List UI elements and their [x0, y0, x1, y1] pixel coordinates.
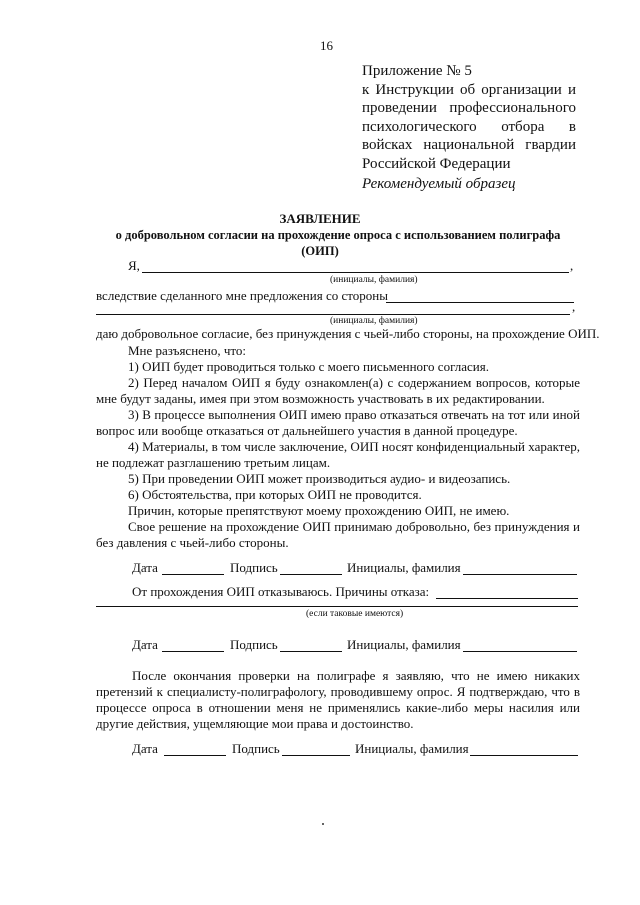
appendix-line: проведении профессионального: [362, 100, 576, 116]
no-reasons-text: Причин, которые препятствуют моему прохождению ОИП, не имею.: [128, 503, 510, 518]
i-prefix: Я,: [128, 258, 140, 273]
document-subtitle-abbr: (ОИП): [301, 244, 339, 258]
if-any-hint: (если таковые имеются): [306, 609, 404, 619]
date-field-line[interactable]: [162, 560, 224, 575]
explanation-item-2: 2) Перед началом ОИП я буду ознакомлен(а) с содержанием вопросов, которые мне будут заданы, имея при этом возможность участвовать в их редактировании.: [96, 375, 580, 406]
name-label: Инициалы, фамилия: [347, 560, 461, 575]
date-field-line[interactable]: [162, 637, 224, 652]
name-label: Инициалы, фамилия: [347, 637, 461, 652]
signature-label: Подпись: [230, 637, 278, 652]
date-label: Дата: [132, 741, 158, 756]
name-signature-field-line[interactable]: [463, 560, 577, 575]
voluntary-decision-text: Свое решение на прохождение ОИП принимаю добровольно, без принуждения и без давления с чьей-либо стороны.: [96, 519, 580, 550]
refusal-reason-field-line-2[interactable]: [96, 592, 578, 607]
signature-label: Подпись: [230, 560, 278, 575]
appendix-title: Приложение № 5: [362, 63, 472, 79]
consent-text: даю добровольное согласие, без принуждения с чьей-либо стороны, на прохождение ОИП.: [96, 326, 600, 341]
page-number: 16: [320, 38, 333, 53]
explanation-item-6: 6) Обстоятельства, при которых ОИП не проводится.: [128, 487, 422, 502]
name-signature-field-line[interactable]: [463, 637, 577, 652]
name-signature-field-line[interactable]: [470, 741, 578, 756]
final-statement: После окончания проверки на полиграфе я заявляю, что не имею никаких претензий к специалисту-полиграфологу, проводившему опрос. Я подтверждаю, что в процессе опроса в отношении меня не применялись какие-либо меры насилия или другие действия, ущемляющие мои права и достоинство.: [96, 668, 580, 731]
dot-mark: [322, 823, 324, 825]
date-field-line[interactable]: [164, 741, 226, 756]
date-label: Дата: [132, 637, 158, 652]
appendix-line: к Инструкции об организации и: [362, 81, 576, 98]
name-label: Инициалы, фамилия: [355, 741, 469, 756]
appendix-line: Российской Федерации: [362, 155, 511, 172]
initials-hint: (инициалы, фамилия): [330, 316, 418, 326]
signature-field-line[interactable]: [280, 637, 342, 652]
explanation-item-1: 1) ОИП будет проводиться только с моего письменного согласия.: [128, 359, 489, 374]
signature-label: Подпись: [232, 741, 280, 756]
sample-note: Рекомендуемый образец: [362, 176, 516, 192]
appendix-line: войсках национальной гвардии: [362, 137, 576, 153]
signature-field-line[interactable]: [280, 560, 342, 575]
date-label: Дата: [132, 560, 158, 575]
name-field-line[interactable]: [142, 258, 569, 273]
refusal-text: От прохождения ОИП отказываюсь. Причины отказа:: [132, 584, 430, 599]
initials-hint: (инициалы, фамилия): [330, 275, 418, 285]
explanation-item-3: 3) В процессе выполнения ОИП имею право отказаться отвечать на тот или иной вопрос или вообще отказаться от дальнейшего участия в данной процедуре.: [96, 407, 580, 438]
trailing-comma: ,: [570, 258, 574, 273]
document-title: ЗАЯВЛЕНИЕ: [279, 211, 361, 226]
document-subtitle: о добровольном согласии на прохождение опроса с использованием полиграфа: [115, 228, 561, 242]
trailing-comma: ,: [572, 299, 576, 314]
proposal-text: вследствие сделанного мне предложения со стороны: [96, 288, 388, 303]
explanation-item-4: 4) Материалы, в том числе заключение, ОИП носят конфиденциальный характер, не подлежат разглашению третьим лицам.: [96, 439, 580, 470]
explained-text: Мне разъяснено, что:: [128, 343, 247, 358]
signature-field-line[interactable]: [282, 741, 350, 756]
appendix-line: психологического отбора в: [362, 118, 576, 135]
appendix-block: [362, 62, 576, 173]
explanation-item-5: 5) При проведении ОИП может производиться аудио- и видеозапись.: [128, 471, 511, 486]
proposer-field-line-2[interactable]: [96, 300, 570, 315]
